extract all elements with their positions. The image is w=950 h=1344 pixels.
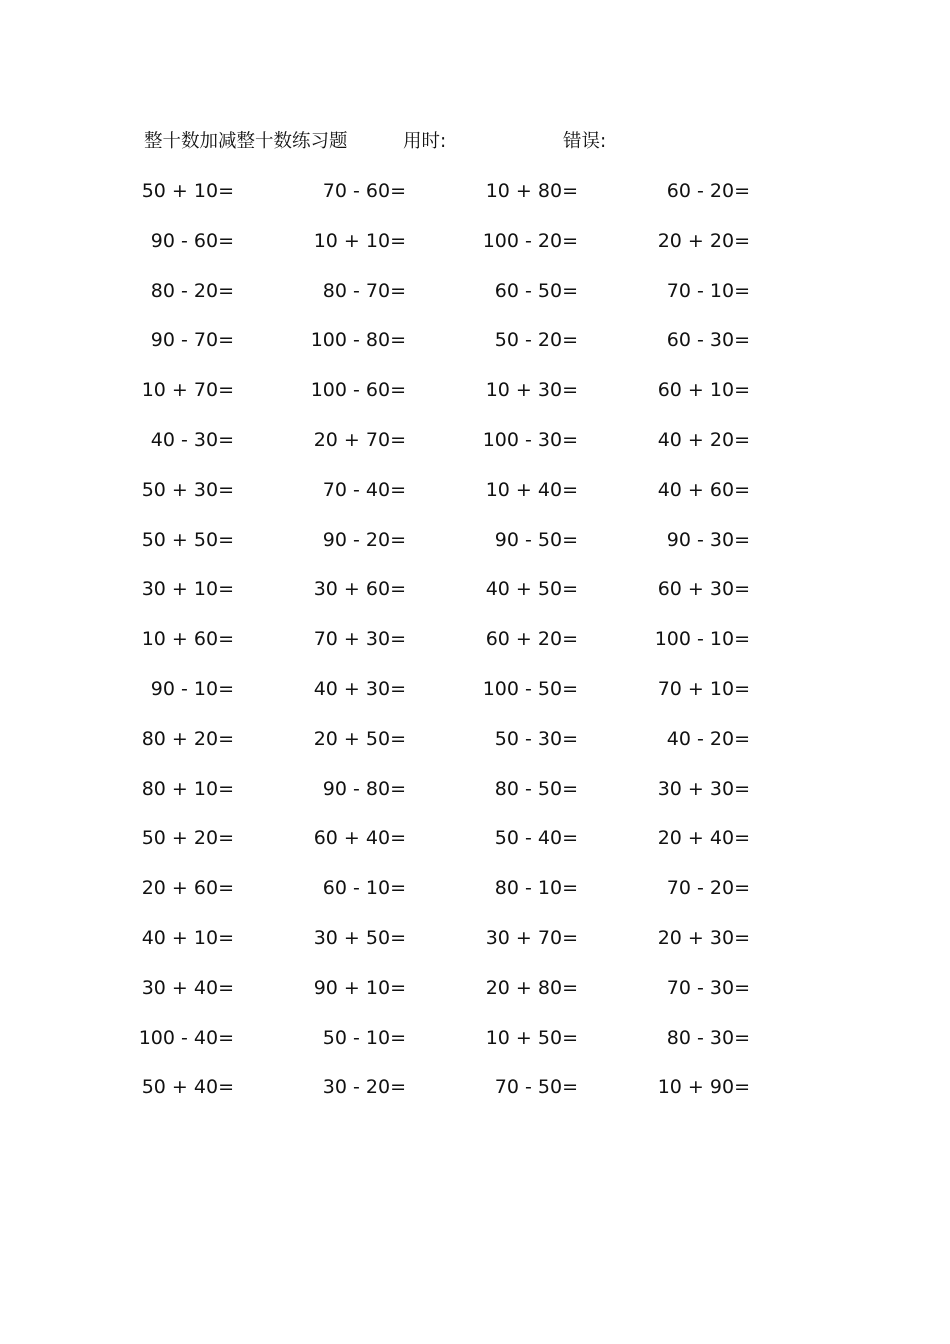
problem: 10 + 50=: [485, 1026, 578, 1049]
problem: 30 + 10=: [141, 578, 234, 601]
problem: 90 - 60=: [150, 229, 234, 252]
problem: 100 - 20=: [482, 229, 578, 252]
problem-row: [0, 823, 950, 873]
problem-row: [0, 375, 950, 425]
problem: 20 + 30=: [657, 926, 750, 949]
problem: 20 + 40=: [657, 827, 750, 850]
problem: 90 - 80=: [322, 777, 406, 800]
problem: 20 + 50=: [313, 727, 406, 750]
problem: 80 + 10=: [141, 777, 234, 800]
problem: 20 + 80=: [485, 976, 578, 999]
problem: 90 - 50=: [494, 528, 578, 551]
problem: 100 - 30=: [482, 428, 578, 451]
time-label: 用时:: [403, 131, 447, 152]
problem: 30 + 30=: [657, 777, 750, 800]
problem: 20 + 60=: [141, 877, 234, 900]
problem-row: [0, 276, 950, 326]
problem: 90 - 20=: [322, 528, 406, 551]
problem-row: [0, 1023, 950, 1073]
problem: 80 - 20=: [150, 279, 234, 302]
problem: 50 - 30=: [494, 727, 578, 750]
problem: 20 + 70=: [313, 428, 406, 451]
problem-row: [0, 624, 950, 674]
problem: 30 + 60=: [313, 578, 406, 601]
problem: 40 + 50=: [485, 578, 578, 601]
problem-row: [0, 325, 950, 375]
problem: 100 - 60=: [310, 379, 406, 402]
problem: 100 - 50=: [482, 677, 578, 700]
problem: 60 - 10=: [322, 877, 406, 900]
problem-row: [0, 724, 950, 774]
problem: 40 + 30=: [313, 677, 406, 700]
problem: 90 + 10=: [313, 976, 406, 999]
problem: 10 + 60=: [141, 628, 234, 651]
problem-row: [0, 973, 950, 1023]
problem: 50 + 40=: [141, 1076, 234, 1099]
problem: 80 - 70=: [322, 279, 406, 302]
problem-row: [0, 674, 950, 724]
problem: 40 - 30=: [150, 428, 234, 451]
problem: 10 + 10=: [313, 229, 406, 252]
problem: 60 + 10=: [657, 379, 750, 402]
problem: 90 - 10=: [150, 677, 234, 700]
problem-grid: [0, 176, 950, 1122]
problem: 60 + 40=: [313, 827, 406, 850]
problem: 40 - 20=: [666, 727, 750, 750]
problem: 50 + 30=: [141, 478, 234, 501]
problem: 50 + 20=: [141, 827, 234, 850]
problem: 40 + 60=: [657, 478, 750, 501]
problem: 40 + 20=: [657, 428, 750, 451]
problem: 100 - 10=: [654, 628, 750, 651]
problem: 60 - 20=: [666, 180, 750, 202]
problem: 70 - 40=: [322, 478, 406, 501]
problem-row: [0, 774, 950, 824]
problem-row: [0, 873, 950, 923]
problem: 70 + 10=: [657, 677, 750, 700]
problem: 10 + 80=: [485, 180, 578, 202]
problem: 60 - 30=: [666, 329, 750, 352]
problem-row: [0, 574, 950, 624]
problem: 50 - 10=: [322, 1026, 406, 1049]
problem: 50 + 10=: [141, 180, 234, 202]
problem: 60 + 30=: [657, 578, 750, 601]
problem-row: [0, 425, 950, 475]
problem: 40 + 10=: [141, 926, 234, 949]
problem: 30 - 20=: [322, 1076, 406, 1099]
problem: 100 - 40=: [138, 1026, 234, 1049]
problem: 10 + 40=: [485, 478, 578, 501]
problem: 60 - 50=: [494, 279, 578, 302]
problem: 50 - 20=: [494, 329, 578, 352]
problem: 70 - 50=: [494, 1076, 578, 1099]
problem: 10 + 30=: [485, 379, 578, 402]
problem: 100 - 80=: [310, 329, 406, 352]
problem-row: [0, 525, 950, 575]
problem: 80 + 20=: [141, 727, 234, 750]
problem: 70 - 20=: [666, 877, 750, 900]
problem-row: [0, 176, 950, 226]
problem: 10 + 70=: [141, 379, 234, 402]
problem: 20 + 20=: [657, 229, 750, 252]
worksheet-title: 整十数加减整十数练习题: [144, 131, 348, 152]
problem-row: [0, 923, 950, 973]
problem: 80 - 10=: [494, 877, 578, 900]
problem: 60 + 20=: [485, 628, 578, 651]
problem: 50 + 50=: [141, 528, 234, 551]
problem: 80 - 50=: [494, 777, 578, 800]
problem: 70 - 60=: [322, 180, 406, 202]
problem: 10 + 90=: [657, 1076, 750, 1099]
problem-row: [0, 475, 950, 525]
problem: 30 + 70=: [485, 926, 578, 949]
problem: 80 - 30=: [666, 1026, 750, 1049]
problem: 70 + 30=: [313, 628, 406, 651]
problem: 30 + 40=: [141, 976, 234, 999]
problem: 30 + 50=: [313, 926, 406, 949]
errors-label: 错误:: [563, 131, 607, 152]
problem-row: [0, 1072, 950, 1122]
problem: 90 - 70=: [150, 329, 234, 352]
problem: 50 - 40=: [494, 827, 578, 850]
problem: 70 - 10=: [666, 279, 750, 302]
problem-row: [0, 226, 950, 276]
problem: 70 - 30=: [666, 976, 750, 999]
problem: 90 - 30=: [666, 528, 750, 551]
